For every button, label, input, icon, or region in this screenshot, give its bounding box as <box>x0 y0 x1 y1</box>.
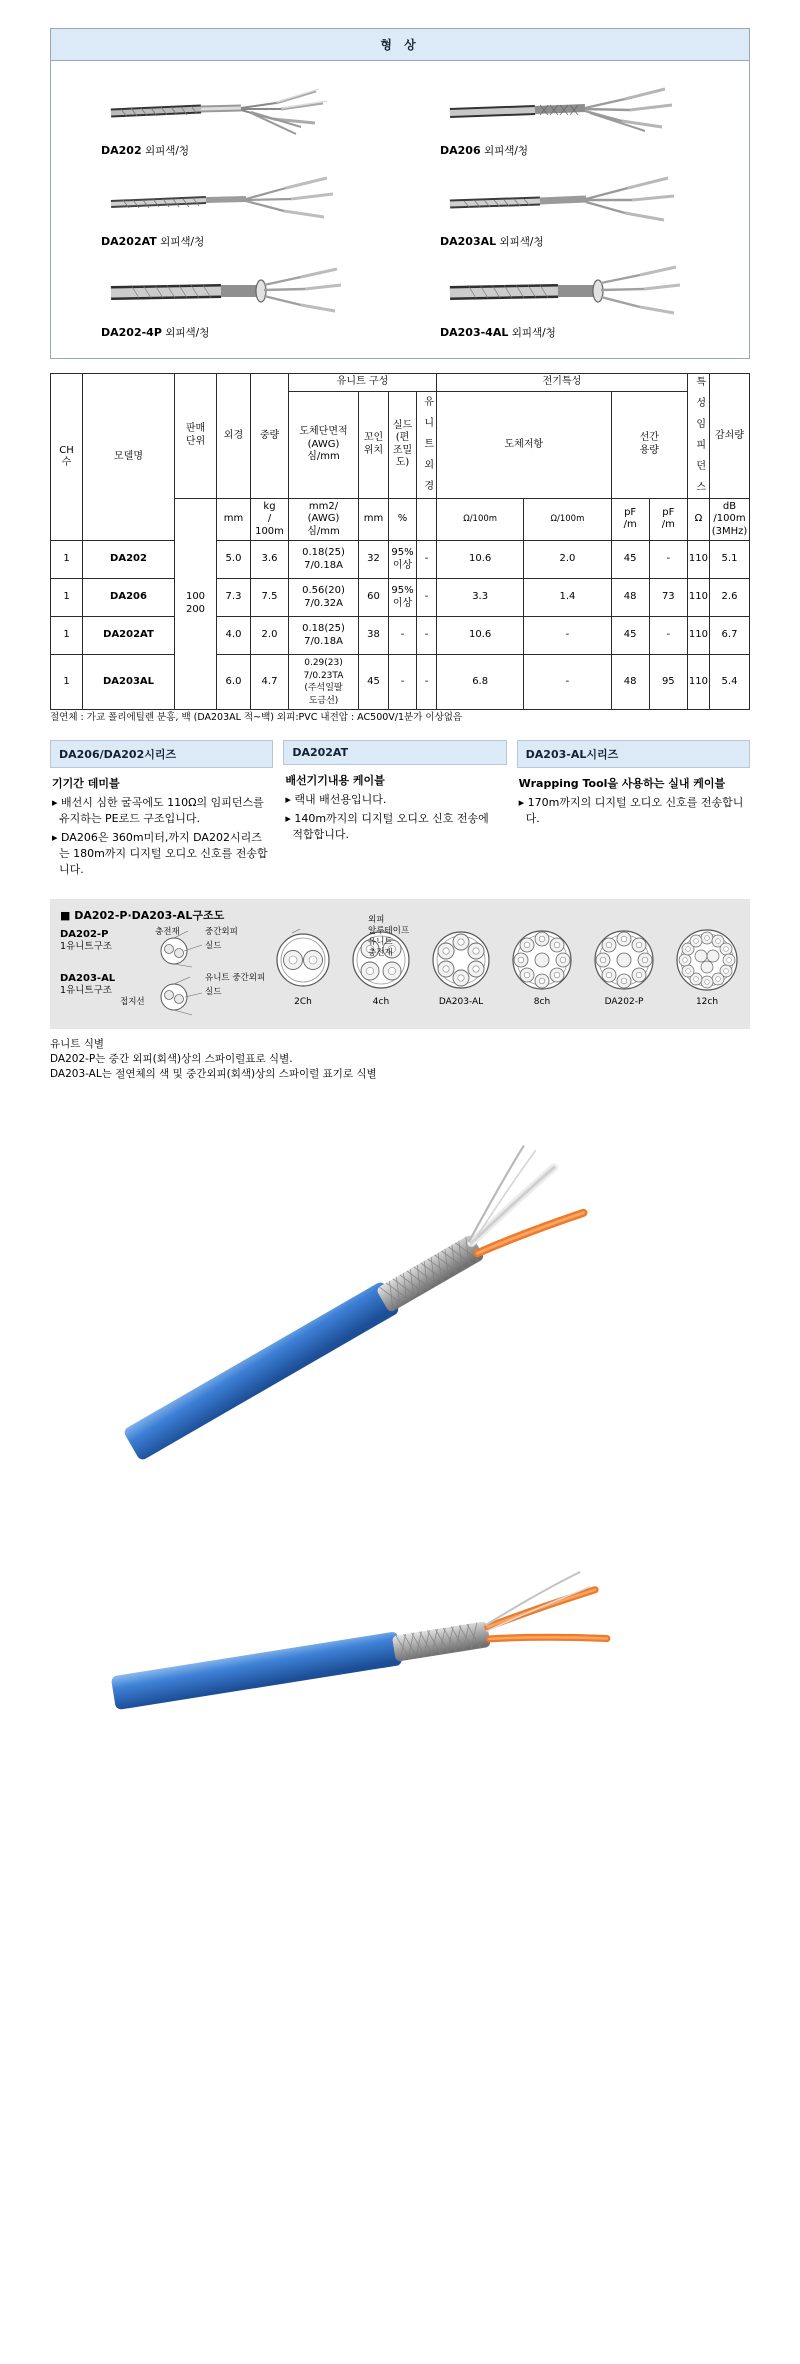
structure-circle-da202p <box>592 929 656 1007</box>
cell-shield: - <box>389 655 417 710</box>
header-attenuation: 감쇠량 <box>710 374 750 499</box>
shape-item-model: DA206 <box>440 144 481 157</box>
shape-panel-title: 형 상 <box>51 29 749 61</box>
identification-note-line: 유니트 식별 <box>50 1037 105 1050</box>
info-box-line: ▸ 랙내 배선용입니다. <box>285 793 387 807</box>
cell-res-shield: 2.0 <box>524 541 611 579</box>
shape-item-suffix: 외피색/청 <box>144 145 190 157</box>
shape-item-caption <box>61 325 400 340</box>
label-outer-jacket: 외피 <box>368 914 385 925</box>
structure-circle-caption: 12ch <box>695 996 719 1007</box>
cell-dia: 5.0 <box>217 541 251 579</box>
shape-item <box>400 75 739 160</box>
header-shield: 실드 (편 조밀 도) <box>389 392 417 499</box>
header-unit-composition: 유니트 구성 <box>289 374 437 392</box>
structure-circle-caption: DA202-P <box>604 996 644 1007</box>
cell-unit-outer: - <box>417 655 437 710</box>
product-photo-2 <box>50 1499 750 1799</box>
structure-left-labels <box>60 926 270 1019</box>
cell-attenuation: 5.4 <box>710 655 750 710</box>
table-row <box>51 655 750 710</box>
shape-panel <box>50 28 750 359</box>
shape-item <box>61 75 400 160</box>
specification-table <box>50 373 750 710</box>
cell-res-core: 10.6 <box>437 617 524 655</box>
shape-item-model: DA203-4AL <box>440 326 509 339</box>
cell-cap1: 48 <box>611 655 649 710</box>
unit-pf-2: pF /m <box>649 498 687 541</box>
info-boxes <box>50 740 750 885</box>
table-footnote: 절연체 : 가교 폴리에틸렌 분홍, 백 (DA203AL 적~백) 외피:PVC 내전압 : AC500V/1분가 이상없음 <box>50 712 463 723</box>
structure-circle-12ch <box>674 929 740 1007</box>
cell-ch: 1 <box>51 579 83 617</box>
cell-cap2: - <box>649 617 687 655</box>
product-spec-page <box>0 28 800 1799</box>
structure-circle-caption: 2Ch <box>294 996 312 1007</box>
shape-item-caption <box>61 143 400 158</box>
info-box-title: DA202AT <box>283 740 506 765</box>
shape-item-model: DA202 <box>101 144 142 157</box>
cell-ch: 1 <box>51 541 83 579</box>
cell-attenuation: 6.7 <box>710 617 750 655</box>
cell-shield: - <box>389 617 417 655</box>
cable-illustration-da202 <box>61 79 400 141</box>
cell-area: 0.18(25) 7/0.18A <box>289 617 359 655</box>
identification-note-line: DA203-AL는 절연체의 색 및 중간외피(회색)상의 스파이럴 표기로 식별 <box>50 1068 377 1081</box>
label-unit-mid-jacket: 유니트 중간외피 <box>205 972 266 983</box>
shape-item <box>400 166 739 251</box>
shape-item-model: DA202-4P <box>101 326 162 339</box>
cell-res-core: 3.3 <box>437 579 524 617</box>
info-box-line: ▸ 배선시 심한 굴곡에도 110Ω의 임피던스를 유지하는 PE로드 구조입니다. <box>52 796 264 826</box>
label-filler-2: 충전재 <box>368 947 393 958</box>
unit-ohm100-shield: Ω/100m <box>524 498 611 541</box>
structure-diagram-panel <box>50 899 750 1029</box>
unit-db: dB /100m (3MHz) <box>710 498 750 541</box>
info-box-body <box>517 768 750 834</box>
unit-kg: kg / 100m <box>251 498 289 541</box>
cell-model: DA206 <box>83 579 175 617</box>
shape-item-model: DA202AT <box>101 235 157 248</box>
label-unit: 유니트 <box>368 936 393 947</box>
label-alu-tape: 알루테이프 <box>368 925 410 936</box>
product-photo-1 <box>50 1101 750 1481</box>
info-box-body <box>283 765 506 850</box>
cell-attenuation: 5.1 <box>710 541 750 579</box>
cell-res-shield: - <box>524 655 611 710</box>
info-box-title: DA203-AL시리즈 <box>517 740 750 768</box>
header-ch: CH 수 <box>51 374 83 541</box>
info-box-line: ▸ DA206은 360m미터,까지 DA202시리즈는 180m까지 디지털 오디오 신호를 전송합니다. <box>52 831 268 877</box>
cell-unit-outer: - <box>417 579 437 617</box>
info-box <box>283 740 516 885</box>
cell-cap2: 95 <box>649 655 687 710</box>
unit-mm: mm <box>217 498 251 541</box>
table-row <box>51 541 750 579</box>
cell-weight: 3.6 <box>251 541 289 579</box>
cell-model: DA202AT <box>83 617 175 655</box>
cell-weight: 4.7 <box>251 655 289 710</box>
shape-item <box>61 166 400 251</box>
cell-impedance: 110 <box>687 617 709 655</box>
info-box <box>50 740 283 885</box>
unit-blank <box>417 498 437 541</box>
table-row <box>51 579 750 617</box>
shape-item-suffix: 외피색/청 <box>483 145 529 157</box>
header-electrical: 전기특성 <box>437 374 688 392</box>
structure-circles <box>270 929 740 1007</box>
cell-cap2: - <box>649 541 687 579</box>
structure-model-2-desc: 1유니트구조 <box>60 985 112 997</box>
structure-circle-caption: 4ch <box>372 996 390 1007</box>
structure-model-1-desc: 1유니트구조 <box>60 941 112 953</box>
header-unit-outer-dia: 유 니 트 외 경 <box>417 392 437 499</box>
cell-cap1: 45 <box>611 617 649 655</box>
shape-item-caption <box>400 143 739 158</box>
shape-panel-body <box>51 61 749 358</box>
cell-res-shield: 1.4 <box>524 579 611 617</box>
header-sale-unit-value: 100 200 <box>175 498 217 710</box>
header-capacitance: 선간 용량 <box>611 392 687 499</box>
cell-twist: 38 <box>359 617 389 655</box>
cell-model: DA202 <box>83 541 175 579</box>
cable-illustration-da202at <box>61 170 400 232</box>
unit-mm-b: mm <box>359 498 389 541</box>
cable-illustration-da206 <box>400 79 739 141</box>
cell-shield: 95% 이상 <box>389 541 417 579</box>
structure-model-1: DA202-P <box>60 928 109 940</box>
label-shield: 실드 <box>205 940 222 951</box>
shape-item-model: DA203AL <box>440 235 497 248</box>
unit-ohm100-core: Ω/100m <box>437 498 524 541</box>
cell-area: 0.18(25) 7/0.18A <box>289 541 359 579</box>
table-header-row-1 <box>51 374 750 392</box>
cell-res-core: 6.8 <box>437 655 524 710</box>
cell-ch: 1 <box>51 655 83 710</box>
info-box-line: ▸ 140m까지의 디지털 오디오 신호 전송에 적합합니다. <box>285 812 489 842</box>
unit-ohm: Ω <box>687 498 709 541</box>
identification-note-line: DA202-P는 중간 외피(회색)상의 스파이럴표로 식별. <box>50 1053 293 1066</box>
shape-item <box>61 257 400 342</box>
cell-impedance: 110 <box>687 579 709 617</box>
structure-circle-2ch <box>274 929 332 1007</box>
table-row <box>51 617 750 655</box>
cell-cap1: 48 <box>611 579 649 617</box>
cell-dia: 7.3 <box>217 579 251 617</box>
unit-mm2: mm2/ (AWG) 심/mm <box>289 498 359 541</box>
header-twist-position: 꼬인 위치 <box>359 392 389 499</box>
info-box-body <box>50 768 273 885</box>
cell-twist: 32 <box>359 541 389 579</box>
label-ground-wire: 접지선 <box>120 996 145 1007</box>
structure-circle-caption: DA203-AL <box>438 996 484 1007</box>
cell-weight: 7.5 <box>251 579 289 617</box>
header-model: 모델명 <box>83 374 175 541</box>
shape-item-suffix: 외피색/청 <box>160 236 205 248</box>
structure-title: ■ DA202-P·DA203-AL구조도 <box>60 908 225 922</box>
label-mid-jacket: 중간외피 <box>205 926 238 937</box>
label-shield-2: 실드 <box>205 986 222 997</box>
cable-illustration-da202-4p <box>61 261 400 323</box>
shape-item-caption <box>400 325 739 340</box>
shape-item-suffix: 외피색/청 <box>165 327 210 339</box>
info-box <box>517 740 750 885</box>
unit-pf-1: pF /m <box>611 498 649 541</box>
cell-twist: 60 <box>359 579 389 617</box>
cell-cap1: 45 <box>611 541 649 579</box>
structure-model-2: DA203-AL <box>60 972 116 984</box>
cable-illustration-da203-4al <box>400 261 739 323</box>
cell-attenuation: 2.6 <box>710 579 750 617</box>
cell-model: DA203AL <box>83 655 175 710</box>
shape-item-suffix: 외피색/청 <box>511 327 556 339</box>
cell-ch: 1 <box>51 617 83 655</box>
cell-dia: 4.0 <box>217 617 251 655</box>
header-outer-dia: 외경 <box>217 374 251 499</box>
cell-cap2: 73 <box>649 579 687 617</box>
cell-impedance: 110 <box>687 541 709 579</box>
label-filler: 충전재 <box>155 926 180 937</box>
cell-dia: 6.0 <box>217 655 251 710</box>
info-box-line: ▸ 170m까지의 디지털 오디오 신호를 전송합니다. <box>518 796 744 826</box>
info-box-lead: Wrapping Tool을 사용하는 실내 케이블 <box>518 777 726 791</box>
header-weight: 중량 <box>251 374 289 499</box>
info-box-lead: 배선기기내용 케이블 <box>285 774 385 788</box>
cell-res-shield: - <box>524 617 611 655</box>
shape-item-caption <box>61 234 400 249</box>
shape-item-suffix: 외피색/청 <box>499 236 544 248</box>
structure-circle-caption: 8ch <box>533 996 551 1007</box>
structure-circle-8ch <box>510 929 574 1007</box>
cell-impedance: 110 <box>687 655 709 710</box>
header-impedance: 특 성 임 피 던 스 <box>687 374 709 499</box>
shape-item-caption <box>400 234 739 249</box>
cell-area: 0.29(23) 7/0.23TA (주석일팔 도금선) <box>289 655 359 710</box>
shape-item <box>400 257 739 342</box>
cell-area: 0.56(20) 7/0.32A <box>289 579 359 617</box>
header-conductor-area: 도체단면적 (AWG) 심/mm <box>289 392 359 499</box>
cell-res-core: 10.6 <box>437 541 524 579</box>
cable-illustration-da203al <box>400 170 739 232</box>
unit-percent: % <box>389 498 417 541</box>
cell-unit-outer: - <box>417 541 437 579</box>
cell-unit-outer: - <box>417 617 437 655</box>
structure-circle-da203al <box>430 929 492 1007</box>
header-sale-unit: 판매 단위 <box>175 374 217 499</box>
cell-weight: 2.0 <box>251 617 289 655</box>
info-box-title: DA206/DA202시리즈 <box>50 740 273 768</box>
cell-shield: 95% 이상 <box>389 579 417 617</box>
header-conductor-resistance: 도체저항 <box>437 392 612 499</box>
cell-twist: 45 <box>359 655 389 710</box>
identification-note <box>50 1037 750 1083</box>
info-box-lead: 기기간 데미블 <box>52 777 120 791</box>
